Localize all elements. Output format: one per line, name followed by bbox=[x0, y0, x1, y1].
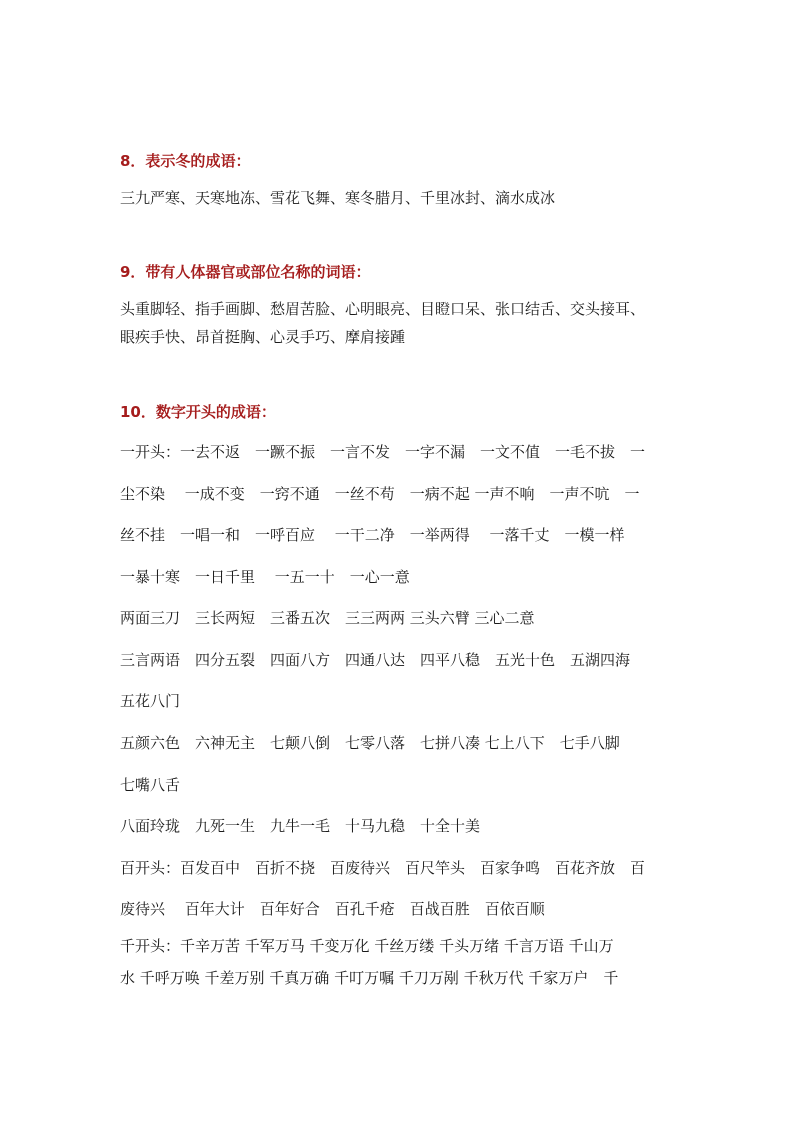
text-line: 头重脚轻、指手画脚、愁眉苦脸、心明眼亮、目瞪口呆、张口结舌、交头接耳、 bbox=[120, 300, 646, 318]
text-line: 百开头：百发百中 百折不挠 百废待兴 百尺竿头 百家争鸣 百花齐放 百 bbox=[120, 859, 646, 877]
text-line: 八面玲珑 九死一生 九牛一毛 十马九稳 十全十美 bbox=[120, 817, 481, 835]
text-line: 一暴十寒 一日千里 一五一十 一心一意 bbox=[120, 568, 410, 586]
text-line: 尘不染 一成不变 一窍不通 一丝不苟 一病不起 一声不响 一声不吭 一 bbox=[120, 485, 640, 503]
text-line: 七嘴八舌 bbox=[120, 776, 181, 794]
text-line: 水 千呼万唤 千差万别 千真万确 千叮万嘱 千刀万剐 千秋万代 千家万户 千 bbox=[120, 969, 619, 987]
text-line: 三言两语 四分五裂 四面八方 四通八达 四平八稳 五光十色 五湖四海 bbox=[120, 651, 631, 669]
section-heading-10: 10．数字开头的成语： bbox=[120, 403, 276, 421]
text-line: 五颜六色 六神无主 七颠八倒 七零八落 七拼八凑 七上八下 七手八脚 bbox=[120, 734, 620, 752]
text-line: 一开头：一去不返 一蹶不振 一言不发 一字不漏 一文不值 一毛不拔 一 bbox=[120, 443, 646, 461]
text-line: 废待兴 百年大计 百年好合 百孔千疮 百战百胜 百依百顺 bbox=[120, 900, 545, 918]
section-heading-9: 9．带有人体器官或部位名称的词语： bbox=[120, 263, 371, 281]
text-line: 五花八门 bbox=[120, 692, 181, 710]
text-line: 三九严寒、天寒地冻、雪花飞舞、寒冬腊月、千里冰封、滴水成冰 bbox=[120, 189, 556, 207]
text-line: 丝不挂 一唱一和 一呼百应 一干二净 一举两得 一落千丈 一模一样 bbox=[120, 526, 625, 544]
section-heading-8: 8．表示冬的成语： bbox=[120, 152, 251, 170]
text-line: 两面三刀 三长两短 三番五次 三三两两 三头六臂 三心二意 bbox=[120, 609, 535, 627]
text-line: 眼疾手快、昂首挺胸、心灵手巧、摩肩接踵 bbox=[120, 328, 406, 346]
text-line: 千开头：千辛万苦 千军万马 千变万化 千丝万缕 千头万绪 千言万语 千山万 bbox=[120, 937, 614, 955]
